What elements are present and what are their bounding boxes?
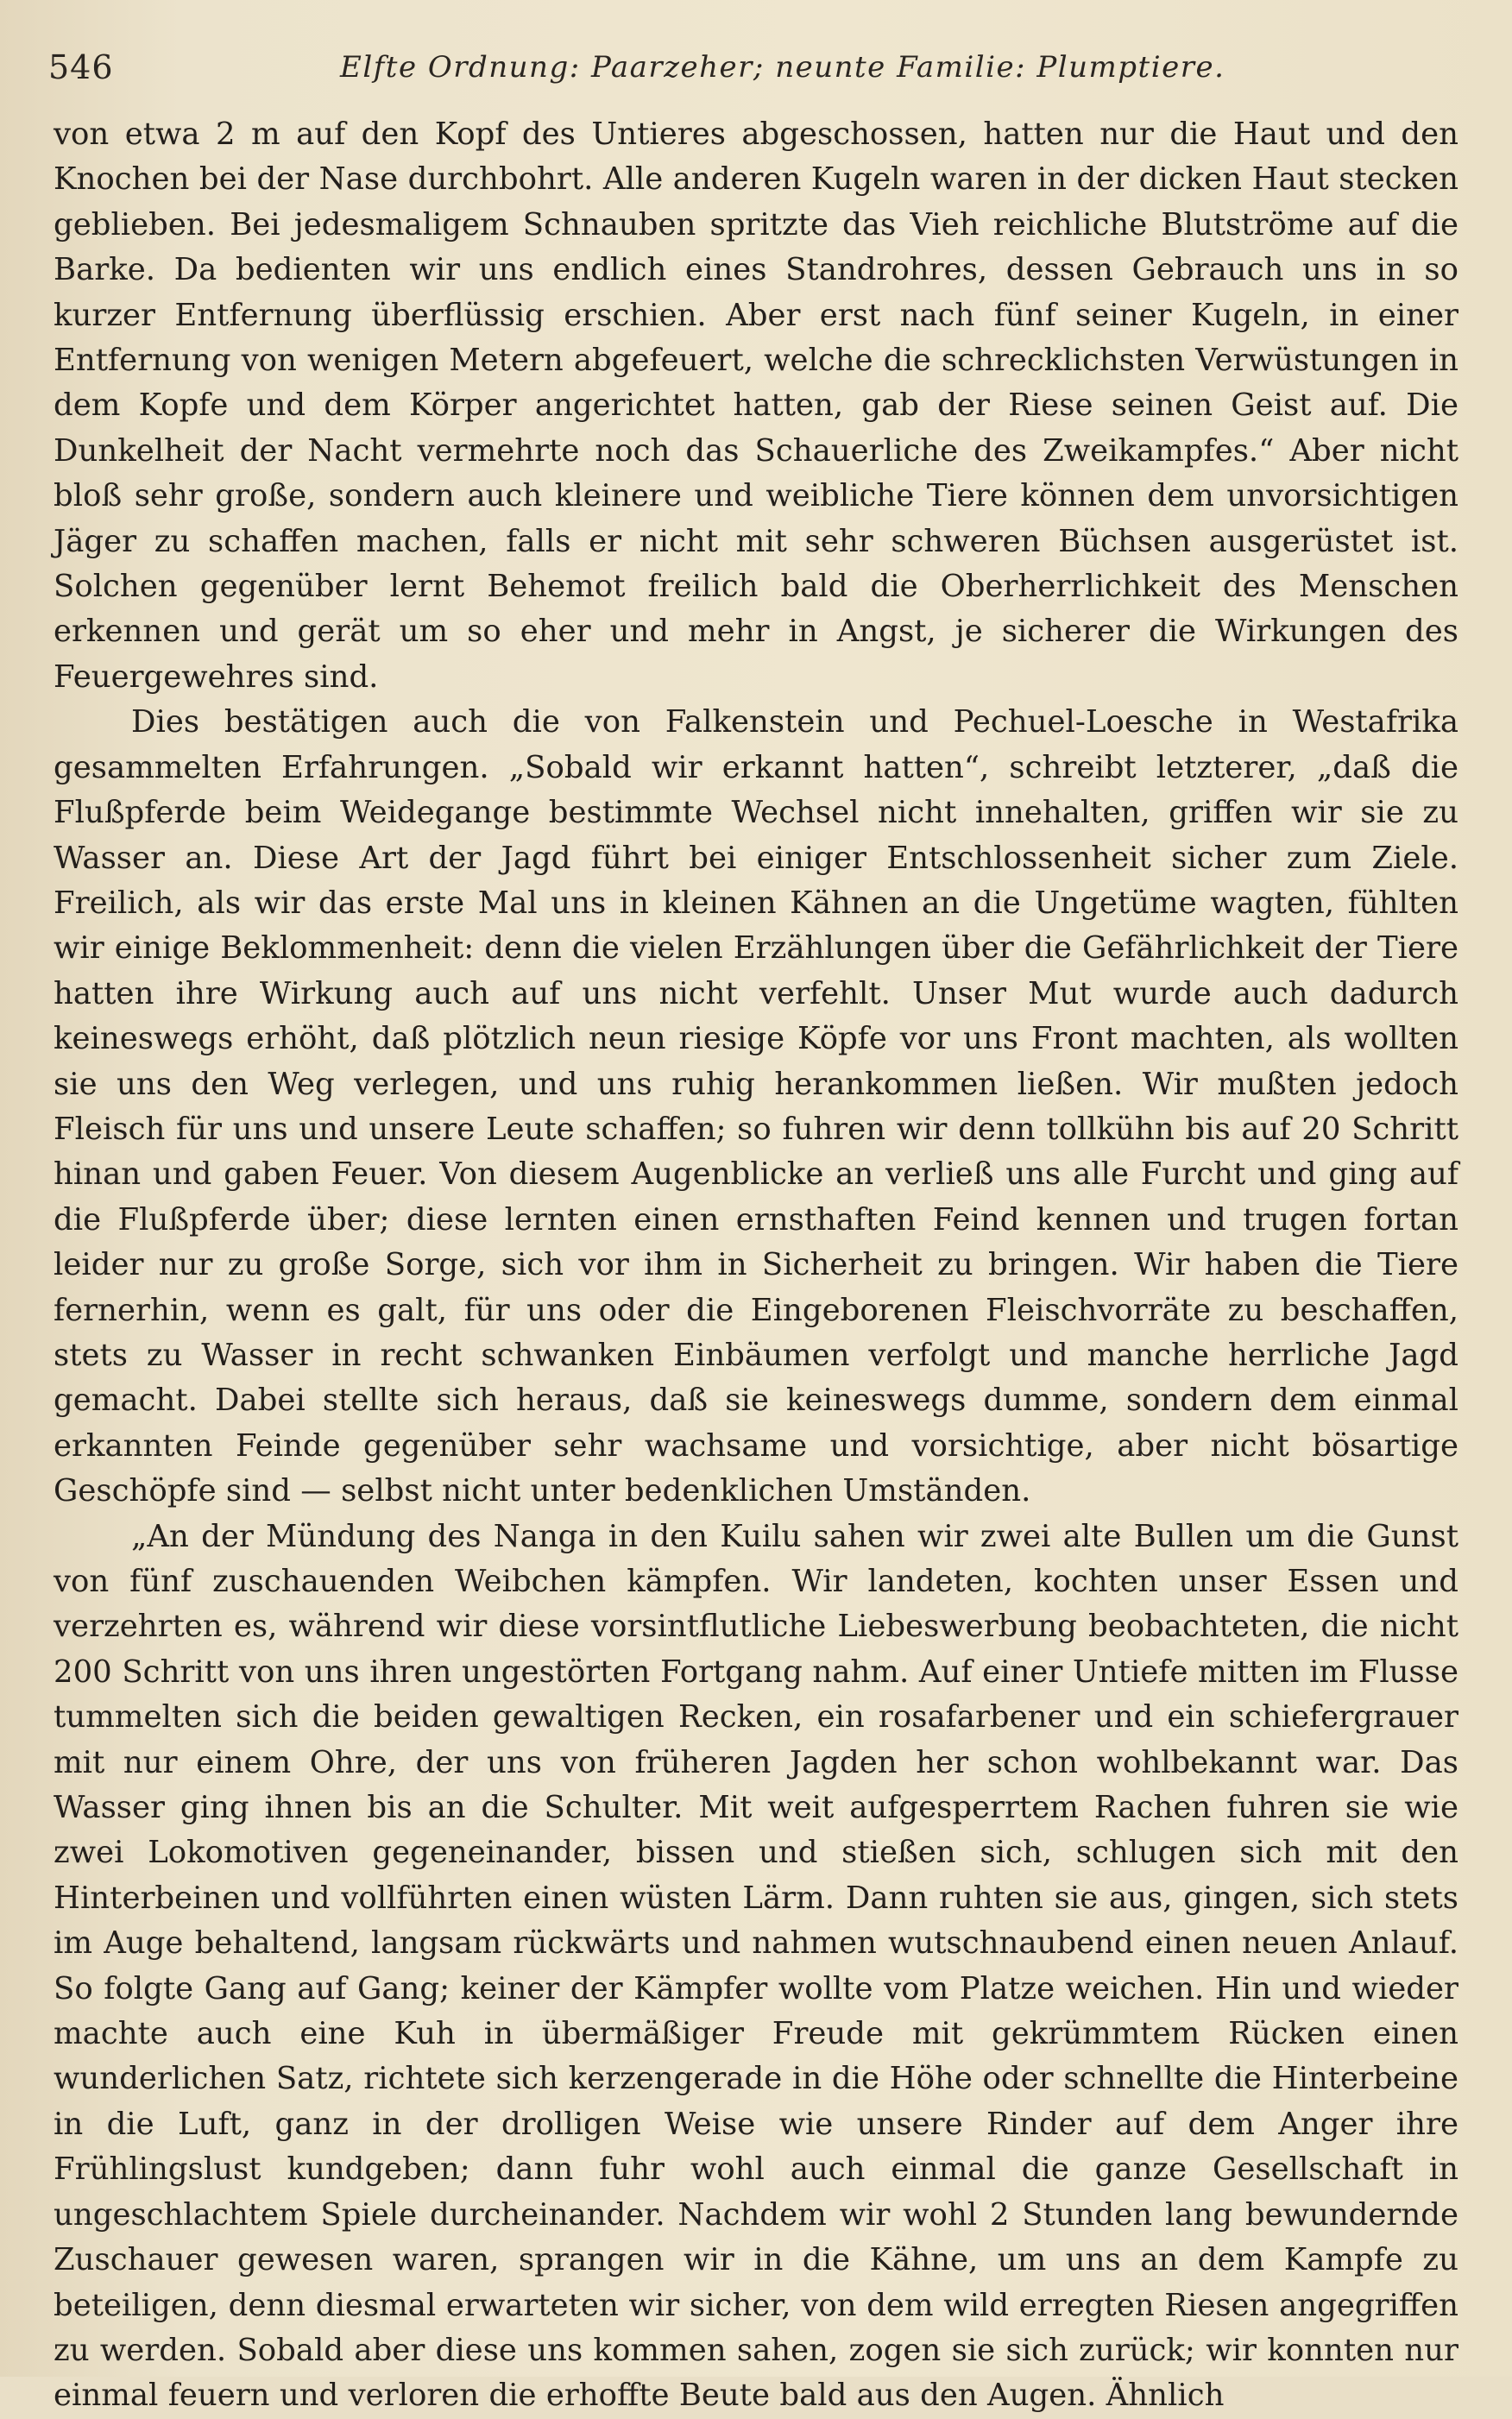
page-number: 546: [48, 48, 114, 86]
paragraph: Dies bestätigen auch die von Falkenstein und Pechuel-Loesche in Westafrika gesammelten Erfahrungen. „Sobald wir erkannt hatten“, schreibt letzterer, „daß die Flußpferde beim Weidegange bestimmte Wechsel nicht innehalten, griffen wir sie zu Wasser an. Diese Art der Jagd führt bei einiger Entschlossenheit sicher zum Ziele. Freilich, als wir das erste Mal uns in kleinen Kähnen an die Ungetüme wagten, fühlten wir einige Beklommenheit: denn die vielen Erzählungen über die Gefährlichkeit der Tiere hatten ihre Wirkung auch auf uns nicht verfehlt. Unser Mut wurde auch dadurch keineswegs erhöht, daß plötzlich neun riesige Köpfe vor uns Front machten, als wollten sie uns den Weg verlegen, und uns ruhig herankommen ließen. Wir mußten jedoch Fleisch für uns und unsere Leute schaffen; so fuhren wir denn tollkühn bis auf 20 Schritt hinan und gaben Feuer. Von diesem Augenblicke an verließ uns alle Furcht und ging auf die Flußpferde über; diese lernten einen ernsthaften Feind kennen und trugen fortan leider nur zu große Sorge, sich vor ihm in Sicherheit zu bringen. Wir haben die Tiere fernerhin, wenn es galt, für uns oder die Eingeborenen Fleischvorräte zu beschaffen, stets zu Wasser in recht schwanken Einbäumen verfolgt und manche herrliche Jagd gemacht. Dabei stellte sich heraus, daß sie keineswegs dumme, sondern dem einmal erkannten Feinde gegenüber sehr wachsame und vorsichtige, aber nicht bösartige Geschöpfe sind — selbst nicht unter bedenklichen Umständen.: [54, 704, 1458, 1509]
running-head: Elfte Ordnung: Paarzeher; neunte Familie: Plumptiere.: [340, 50, 1225, 85]
body-text: [54, 112, 1458, 2419]
paragraph: „An der Mündung des Nanga in den Kuilu sahen wir zwei alte Bullen um die Gunst von fünf zuschauenden Weibchen kämpfen. Wir landeten, kochten unser Essen und verzehrten es, während wir diese vorsintflutliche Liebeswerbung beobachteten, die nicht 200 Schritt von uns ihren ungestörten Fortgang nahm. Auf einer Untiefe mitten im Flusse tummelten sich die beiden gewaltigen Recken, ein rosafarbener und ein schiefergrauer mit nur einem Ohre, der uns von früheren Jagden her schon wohlbekannt war. Das Wasser ging ihnen bis an die Schulter. Mit weit aufgesperrtem Rachen fuhren sie wie zwei Lokomotiven gegeneinander, bissen und stießen sich, schlugen sich mit den Hinterbeinen und vollführten einen wüsten Lärm. Dann ruhten sie aus, gingen, sich stets im Auge behaltend, langsam rückwärts und nahmen wutschnaubend einen neuen Anlauf. So folgte Gang auf Gang; keiner der Kämpfer wollte vom Platze weichen. Hin und wieder machte auch eine Kuh in übermäßiger Freude mit gekrümmtem Rücken einen wunderlichen Satz, richtete sich kerzengerade in die Höhe oder schnellte die Hinterbeine in die Luft, ganz in der drolligen Weise wie unsere Rinder auf dem Anger ihre Frühlingslust kundgeben; dann fuhr wohl auch einmal die ganze Gesellschaft in ungeschlachtem Spiele durcheinander. Nachdem wir wohl 2 Stunden lang bewundernde Zuschauer gewesen waren, sprangen wir in die Kähne, um uns an dem Kampfe zu beteiligen, denn diesmal erwarteten wir sicher, von dem wild erregten Riesen angegriffen zu werden. Sobald aber diese uns kommen sahen, zogen sie sich zurück; wir konnten nur einmal feuern und verloren die erhoffte Beute bald aus den Augen. Ähnlich: [54, 1518, 1458, 2414]
page-header: [48, 45, 1464, 97]
paragraph-continuation: von etwa 2 m auf den Kopf des Untieres abgeschossen, hatten nur die Haut und den Knochen bei der Nase durchbohrt. Alle anderen Kugeln waren in der dicken Haut stecken geblieben. Bei jedesmaligem Schnauben spritzte das Vieh reichliche Blutströme auf die Barke. Da bedienten wir uns endlich eines Standrohres, dessen Gebrauch uns in so kurzer Entfernung überflüssig erschien. Aber erst nach fünf seiner Kugeln, in einer Entfernung von wenigen Metern abgefeuert, welche die schrecklichsten Verwüstungen in dem Kopfe und dem Körper angerichtet hatten, gab der Riese seinen Geist auf. Die Dunkelheit der Nacht vermehrte noch das Schauerliche des Zweikampfes.“ Aber nicht bloß sehr große, sondern auch kleinere und weibliche Tiere können dem unvorsichtigen Jäger zu schaffen machen, falls er nicht mit sehr schweren Büchsen ausgerüstet ist. Solchen gegenüber lernt Behemot freilich bald die Oberherrlichkeit des Menschen erkennen und gerät um so eher und mehr in Angst, je sicherer die Wirkungen des Feuergewehres sind.: [54, 117, 1458, 695]
